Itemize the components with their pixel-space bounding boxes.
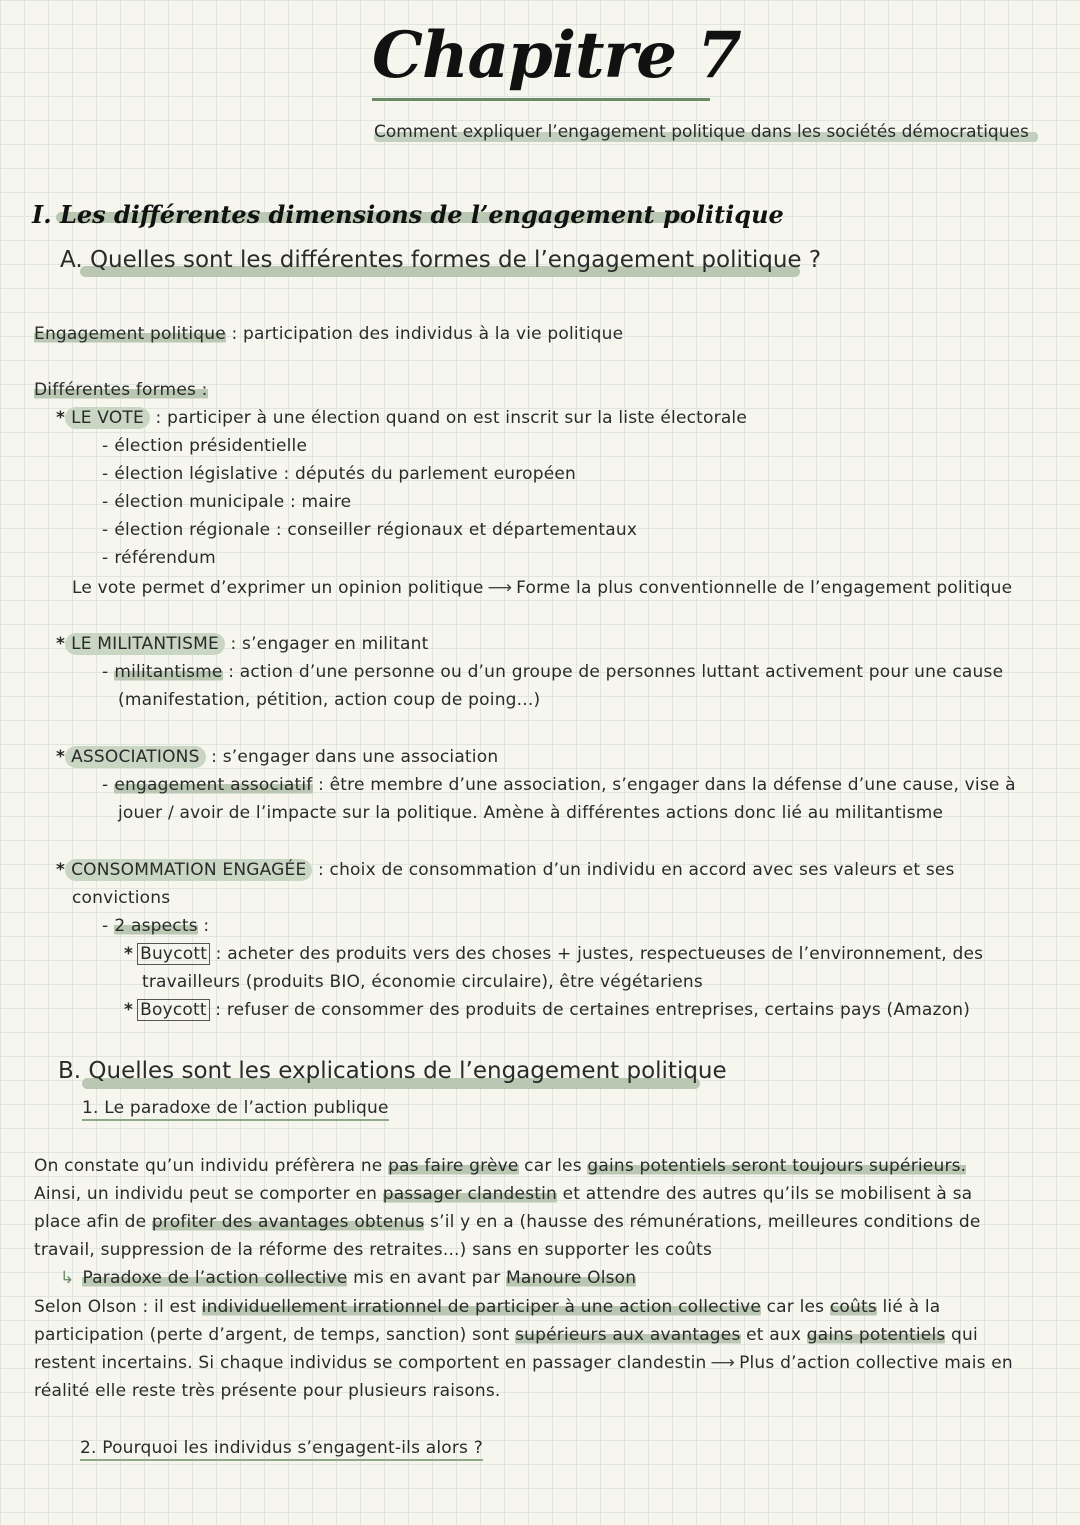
boycott-label: Boycott: [137, 999, 210, 1021]
definition-line: [34, 324, 623, 344]
militantisme-text: : s’engager en militant: [224, 634, 429, 654]
highlight: passager clandestin: [382, 1184, 558, 1204]
aspects-colon: :: [197, 916, 210, 936]
page-title: Chapitre 7: [372, 18, 741, 93]
definition-term: Engagement politique: [34, 324, 226, 344]
boycott-text: : refuser de consommer des produits de certaines entreprises, certains pays (Amazon): [209, 1000, 971, 1020]
paragraph-line: On constate qu’un individu préfèrera ne pas faire grève car les gains potentiels seront toujours supérieurs.: [34, 1156, 967, 1176]
paragraph-line: travail, suppression de la réforme des retraites...) sans en supporter les coûts: [34, 1240, 713, 1260]
subheading-1-text: 1. Le paradoxe de l’action publique: [82, 1098, 389, 1121]
highlight: Paradoxe de l’action collective: [82, 1268, 348, 1288]
star-bullet-icon: *: [124, 944, 134, 964]
aspects-line: - 2 aspects :: [102, 916, 210, 936]
star-bullet-icon: *: [56, 747, 66, 767]
associations-def: - engagement associatif : être membre d’une association, s’engager dans la défense d’une cause, vise à: [102, 775, 1016, 795]
consommation-text2: convictions: [72, 888, 171, 908]
vote-sub-item: élection présidentielle: [114, 436, 308, 456]
forms-label: [34, 380, 208, 400]
buycott-label: Buycott: [137, 943, 210, 965]
list-item: - référendum: [102, 548, 216, 568]
vote-sub-item: élection régionale : conseiller régionaux et départementaux: [114, 520, 638, 540]
associations-item: [56, 747, 498, 767]
militantisme-item: [56, 634, 428, 654]
associations-def-text: : être membre d’une association, s’engager dans la défense d’une cause, vise à: [312, 775, 1016, 795]
vote-conclusion-b: Forme la plus conventionnelle de l’engagement politique: [516, 578, 1013, 598]
list-item: - élection présidentielle: [102, 436, 308, 456]
boycott-line: [124, 1000, 970, 1020]
associations-def2: jouer / avoir de l’impacte sur la politique. Amène à différentes actions donc lié au militantisme: [118, 803, 944, 823]
associations-text: : s’engager dans une association: [205, 747, 499, 767]
definition-text: : participation des individus à la vie politique: [225, 324, 624, 344]
buycott-line: [124, 944, 983, 964]
associations-label: ASSOCIATIONS: [65, 746, 205, 768]
arrow-right-icon: ⟶: [710, 1353, 736, 1373]
forms-label-text: Différentes formes :: [34, 380, 208, 400]
associations-term: engagement associatif: [114, 775, 313, 795]
curved-arrow-icon: ↳: [60, 1268, 75, 1288]
paragraph-line: ↳ Paradoxe de l’action collective mis en avant par Manoure Olson: [60, 1268, 637, 1288]
consommation-item: [56, 860, 955, 880]
militantisme-label: LE MILITANTISME: [65, 633, 225, 655]
paragraph-line: restent incertains. Si chaque individus se comportent en passager clandestin ⟶ Plus d’action collective mais en: [34, 1353, 1013, 1373]
star-bullet-icon: *: [124, 1000, 134, 1020]
buycott-text2: travailleurs (produits BIO, économie circulaire), être végétariens: [142, 972, 703, 992]
militantisme-def: - militantisme : action d’une personne ou d’un groupe de personnes luttant activement pour une cause: [102, 662, 1004, 682]
subheading-2-text: 2. Pourquoi les individus s’engagent-ils alors ?: [80, 1438, 483, 1461]
highlight: pas faire grève: [388, 1156, 519, 1176]
vote-text: : participer à une élection quand on est inscrit sur la liste électorale: [149, 408, 748, 428]
highlight: gains potentiels seront toujours supérieurs.: [587, 1156, 967, 1176]
vote-sub-item: élection législative : députés du parlement européen: [114, 464, 576, 484]
star-bullet-icon: *: [56, 860, 66, 880]
highlight: Manoure Olson: [506, 1268, 637, 1288]
consommation-text: : choix de consommation d’un individu en accord avec ses valeurs et ses: [312, 860, 955, 880]
section-heading: I. Les différentes dimensions de l’engagement politique: [32, 200, 784, 229]
militantisme-def2: (manifestation, pétition, action coup de poing...): [118, 690, 541, 710]
paragraph-line: participation (perte d’argent, de temps, sanction) sont supérieurs aux avantages et aux gains potentiels qui: [34, 1325, 978, 1345]
page-subtitle: Comment expliquer l’engagement politique dans les sociétés démocratiques: [374, 122, 1029, 142]
aspects-label: 2 aspects: [114, 916, 198, 936]
paragraph-line: place afin de profiter des avantages obtenus s’il y en a (hausse des rémunérations, meilleures conditions de: [34, 1212, 981, 1232]
paragraph-line: réalité elle reste très présente pour plusieurs raisons.: [34, 1381, 501, 1401]
vote-sub-item: élection municipale : maire: [114, 492, 352, 512]
title-underline: [372, 98, 710, 101]
subsection-b-heading: B. Quelles sont les explications de l’engagement politique: [58, 1058, 727, 1084]
subsection-a-heading: A. Quelles sont les différentes formes de l’engagement politique ?: [60, 247, 822, 273]
militantisme-term: militantisme: [114, 662, 223, 682]
subheading-1: [82, 1098, 389, 1118]
militantisme-def-text: : action d’une personne ou d’un groupe de personnes luttant activement pour une cause: [222, 662, 1004, 682]
buycott-text: : acheter des produits vers des choses + justes, respectueuses de l’environnement, des: [210, 944, 984, 964]
star-bullet-icon: *: [56, 634, 66, 654]
subheading-2: [80, 1438, 483, 1458]
vote-label: LE VOTE: [65, 407, 150, 429]
highlight: supérieurs aux avantages: [515, 1325, 741, 1345]
vote-conclusion: [72, 578, 1012, 598]
highlight: coûts: [829, 1297, 877, 1317]
consommation-label: CONSOMMATION ENGAGÉE: [65, 859, 312, 881]
star-bullet-icon: *: [56, 408, 66, 428]
paragraph-line: Selon Olson : il est individuellement irrationnel de participer à une action collective car les coûts lié à la: [34, 1297, 941, 1317]
highlight: individuellement irrationnel de participer à une action collective: [201, 1297, 762, 1317]
highlight: gains potentiels: [806, 1325, 946, 1345]
vote-conclusion-a: Le vote permet d’exprimer un opinion politique: [72, 578, 484, 598]
paragraph-line: Ainsi, un individu peut se comporter en passager clandestin et attendre des autres qu’ils se mobilisent à sa: [34, 1184, 973, 1204]
arrow-right-icon: ⟶: [487, 578, 513, 598]
list-item: - élection législative : députés du parlement européen: [102, 464, 576, 484]
vote-sub-item: référendum: [114, 548, 216, 568]
vote-item: [56, 408, 747, 428]
list-item: - élection municipale : maire: [102, 492, 352, 512]
list-item: - élection régionale : conseiller régionaux et départementaux: [102, 520, 638, 540]
highlight: profiter des avantages obtenus: [151, 1212, 425, 1232]
